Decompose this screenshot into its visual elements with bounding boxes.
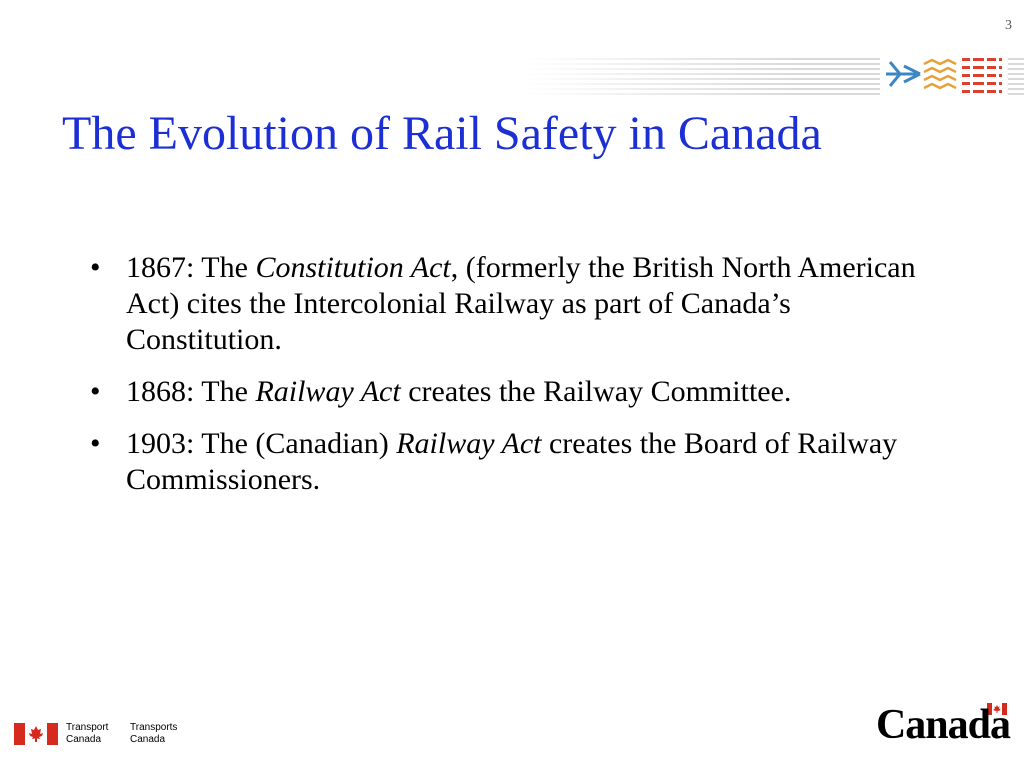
dept-name-english: [66, 722, 122, 746]
canada-wordmark: Canada: [875, 702, 1010, 748]
bullet-item-1903: [90, 426, 920, 498]
bullet-marker: •: [90, 375, 101, 408]
dept-name-en-line2: Canada: [66, 734, 102, 745]
page-number: 3: [1005, 18, 1012, 33]
department-signature: [14, 718, 186, 750]
bullet-marker: •: [90, 251, 101, 284]
bullet-text-after: , (formerly the British North American Act) cites the Intercolonial Railway as part of Canada’s Constitution.: [126, 251, 916, 356]
bullet-text-emphasis: Railway Act: [396, 427, 542, 460]
bullet-list: [90, 250, 920, 514]
canada-flag-icon: [14, 723, 58, 745]
transport-modes-logo-icon: [880, 54, 1008, 98]
bullet-marker: •: [90, 427, 101, 460]
bullet-text-before: 1903: The (Canadian): [126, 427, 397, 460]
dept-name-fr-line1: Transports: [130, 722, 178, 733]
dept-name-en-line1: Transport: [66, 722, 109, 733]
bullet-text-emphasis: Constitution Act: [255, 251, 451, 284]
bullet-item-1867: [90, 250, 920, 358]
slide-title: The Evolution of Rail Safety in Canada: [62, 107, 822, 160]
bullet-text-after: creates the Railway Committee.: [400, 375, 792, 408]
bullet-item-1868: [90, 374, 920, 410]
bullet-text-after: creates the Board of Railway Commissioners.: [126, 427, 898, 496]
dept-name-french: [130, 722, 186, 746]
bullet-text-before: 1868: The: [126, 375, 256, 408]
bullet-text-before: 1867: The: [126, 251, 256, 284]
dept-name-fr-line2: Canada: [130, 734, 166, 745]
bullet-text-emphasis: Railway Act: [255, 375, 401, 408]
